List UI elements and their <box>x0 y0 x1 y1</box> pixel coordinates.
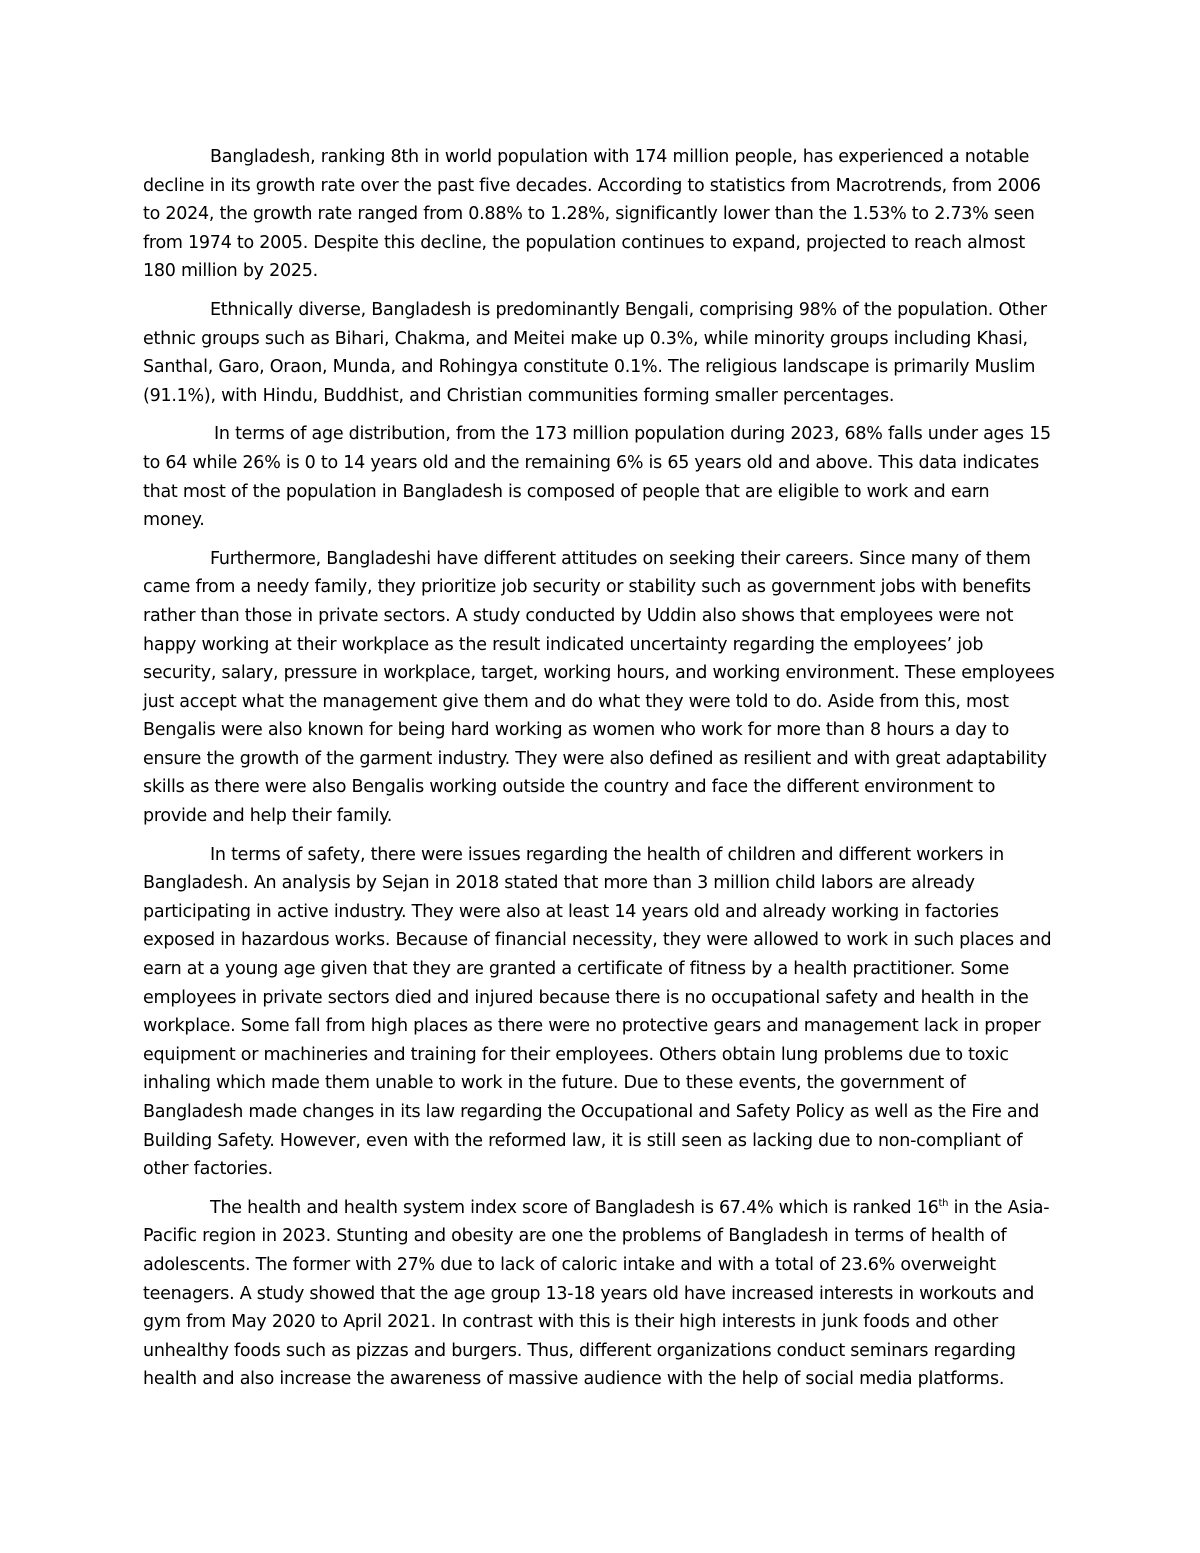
paragraph-workplace-safety: In terms of safety, there were issues regarding the health of children and different workers in Bangladesh. An analysis by Sejan in 2018 stated that more than 3 million child labors are already participating in active industry. They were also at least 14 years old and already working in factories exposed in hazardous works. Because of financial necessity, they were allowed to work in such places and earn at a young age given that they are granted a certificate of fitness by a health practitioner. Some employees in private sectors died and injured because there is no occupational safety and health in the workplace. Some fall from high places as there were no protective gears and management lack in proper equipment or machineries and training for their employees. Others obtain lung problems due to toxic inhaling which made them unable to work in the future. Due to these events, the government of Bangladesh made changes in its law regarding the Occupational and Safety Policy as well as the Fire and Building Safety. However, even with the reformed law, it is still seen as lacking due to non-compliant of other factories. <box>143 844 1052 1180</box>
paragraph-health-index <box>143 1194 1055 1394</box>
health-index-text-start: The health and health system index score of Bangladesh is 67.4% which is ranked 16 <box>210 1197 939 1218</box>
paragraph-career-attitudes: Furthermore, Bangladeshi have different attitudes on seeking their careers. Since many of them came from a needy family, they prioritize job security or stability such as government jobs with benefits rather than those in private sectors. A study conducted by Uddin also shows that employees were not happy working at their workplace as the result indicated uncertainty regarding the employees’ job security, salary, pressure in workplace, target, working hours, and working environment. These employees just accept what the management give them and do what they were told to do. Aside from this, most Bengalis were also known for being hard working as women who work for more than 8 hours a day to ensure the growth of the garment industry. They were also defined as resilient and with great adaptability skills as there were also Bengalis working outside the country and face the different environment to provide and help their family. <box>143 548 1055 827</box>
paragraph-ethnicity-religion: Ethnically diverse, Bangladesh is predominantly Bengali, comprising 98% of the population. Other ethnic groups such as Bihari, Chakma, and Meitei make up 0.3%, while minority groups including Khasi, Santhal, Garo, Oraon, Munda, and Rohingya constitute 0.1%. The religious landscape is primarily Muslim (91.1%), with Hindu, Buddhist, and Christian communities forming smaller percentages. <box>143 299 1047 406</box>
paragraph-age-distribution: In terms of age distribution, from the 173 million population during 2023, 68% falls under ages 15 to 64 while 26% is 0 to 14 years old and the remaining 6% is 65 years old and above. This data indicates that most of the population in Bangladesh is composed of people that are eligible to work and earn money. <box>143 424 1051 531</box>
ordinal-superscript: th <box>938 1197 949 1209</box>
health-index-text-end: in the Asia-Pacific region in 2023. Stunting and obesity are one the problems of Bangladesh in terms of health of adolescents. The former with 27% due to lack of caloric intake and with a total of 23.6% overweight teenagers. A study showed that the age group 13-18 years old have increased interests in workouts and gym from May 2020 to April 2021. In contrast with this is their high interests in junk foods and other unhealthy foods such as pizzas and burgers. Thus, different organizations conduct seminars regarding health and also increase the awareness of massive audience with the help of social media platforms. <box>143 1197 1050 1390</box>
document-body <box>143 143 1055 1404</box>
paragraph-population-growth: Bangladesh, ranking 8th in world population with 174 million people, has experienced a notable decline in its growth rate over the past five decades. According to statistics from Macrotrends, from 2006 to 2024, the growth rate ranged from 0.88% to 1.28%, significantly lower than the 1.53% to 2.73% seen from 1974 to 2005. Despite this decline, the population continues to expand, projected to reach almost 180 million by 2025. <box>143 147 1041 282</box>
